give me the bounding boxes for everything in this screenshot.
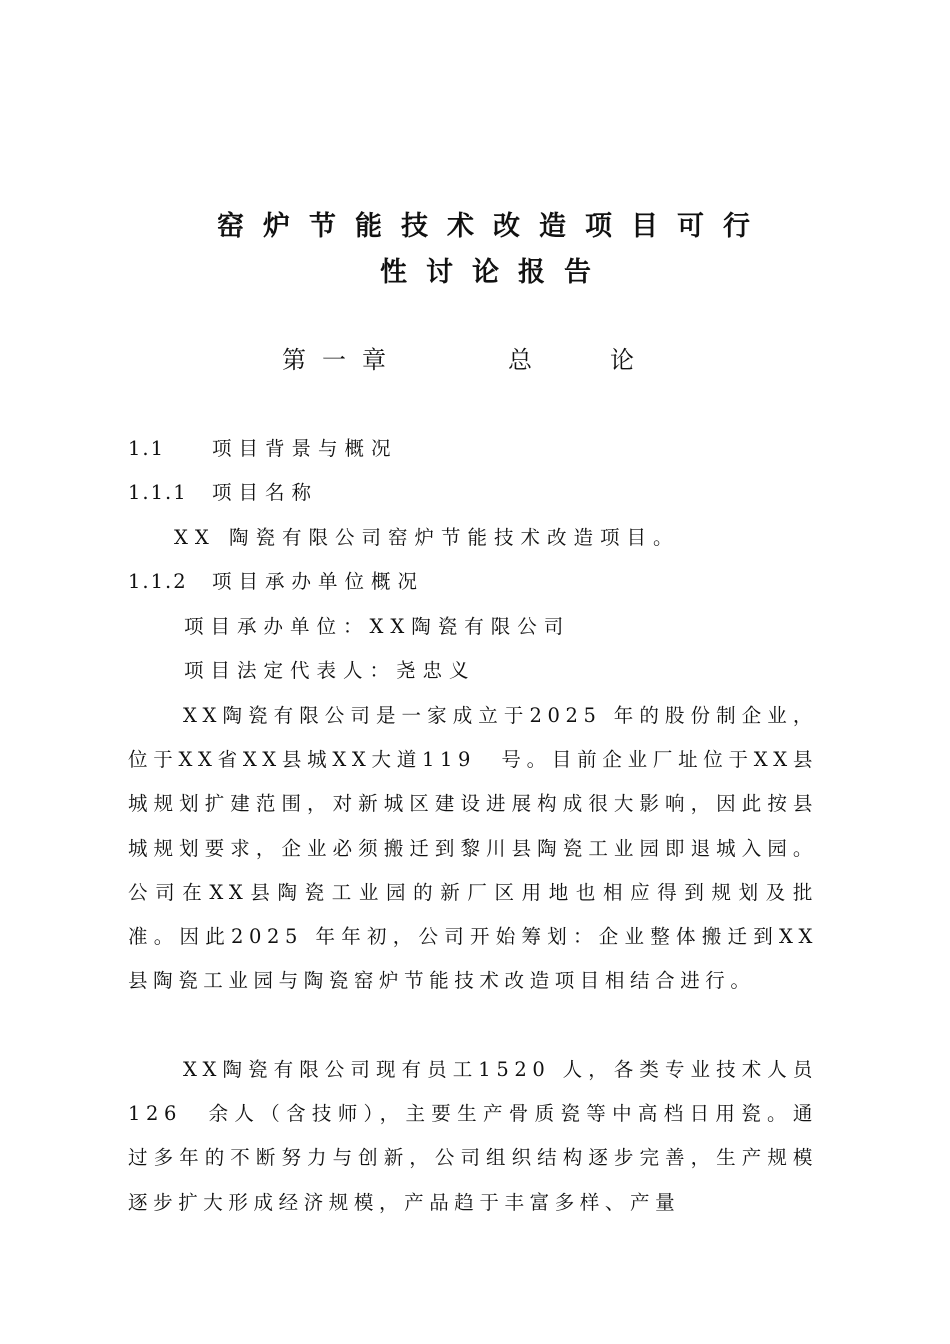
project-name-text: XX 陶瓷有限公司窑炉节能技术改造项目。 [174, 526, 680, 549]
section-1-1-2-heading [128, 569, 424, 595]
chapter-name: 总论 [508, 346, 712, 374]
body-paragraph-2 [128, 1048, 818, 1225]
section-1-1-heading [128, 436, 398, 462]
body-paragraph-1 [128, 694, 818, 1003]
section-title: 项目承办单位概况 [212, 570, 425, 593]
section-number: 1.1 [128, 437, 166, 460]
legal-rep-line: 项目法定代表人：尧忠义 [184, 659, 476, 682]
paragraph-text: XX陶瓷有限公司是一家成立于2025 年的股份制企业，位于XX省XX县城XX大道119 号。目前企业厂址位于XX县城规划扩建范围，对新城区建设进展构成很大影响，因此按县城规划要求，企业必须搬迁到黎川县陶瓷工业园即退城入园。公司在XX县陶瓷工业园的新厂区用地也相应得到规划及批准。因此2025 年年初，公司开始筹划：企业整体搬迁到XX县陶瓷工业园与陶瓷窑炉节能技术改造项目相结合进行。 [128, 704, 818, 993]
section-1-1-1-heading [128, 480, 318, 506]
unit-line: 项目承办单位：XX陶瓷有限公司 [184, 615, 571, 638]
chapter-heading [282, 344, 712, 376]
section-number: 1.1.2 [128, 570, 188, 593]
paragraph-text: XX陶瓷有限公司现有员工1520 人，各类专业技术人员126 余人（含技师），主要生产骨质瓷等中高档日用瓷。通过多年的不断努力与创新，公司组织结构逐步完善，生产规模逐步扩大形成经济规模，产品趋于丰富多样、产量 [128, 1058, 818, 1214]
chapter-number: 第一章 [282, 346, 402, 374]
section-title: 项目背景与概况 [212, 437, 398, 460]
section-number: 1.1.1 [128, 481, 188, 504]
document-title-line-2: 性讨论报告 [380, 257, 610, 288]
document-title-line-1: 窑炉节能技术改造项目可行 [217, 211, 769, 242]
section-title: 项目名称 [212, 481, 319, 504]
